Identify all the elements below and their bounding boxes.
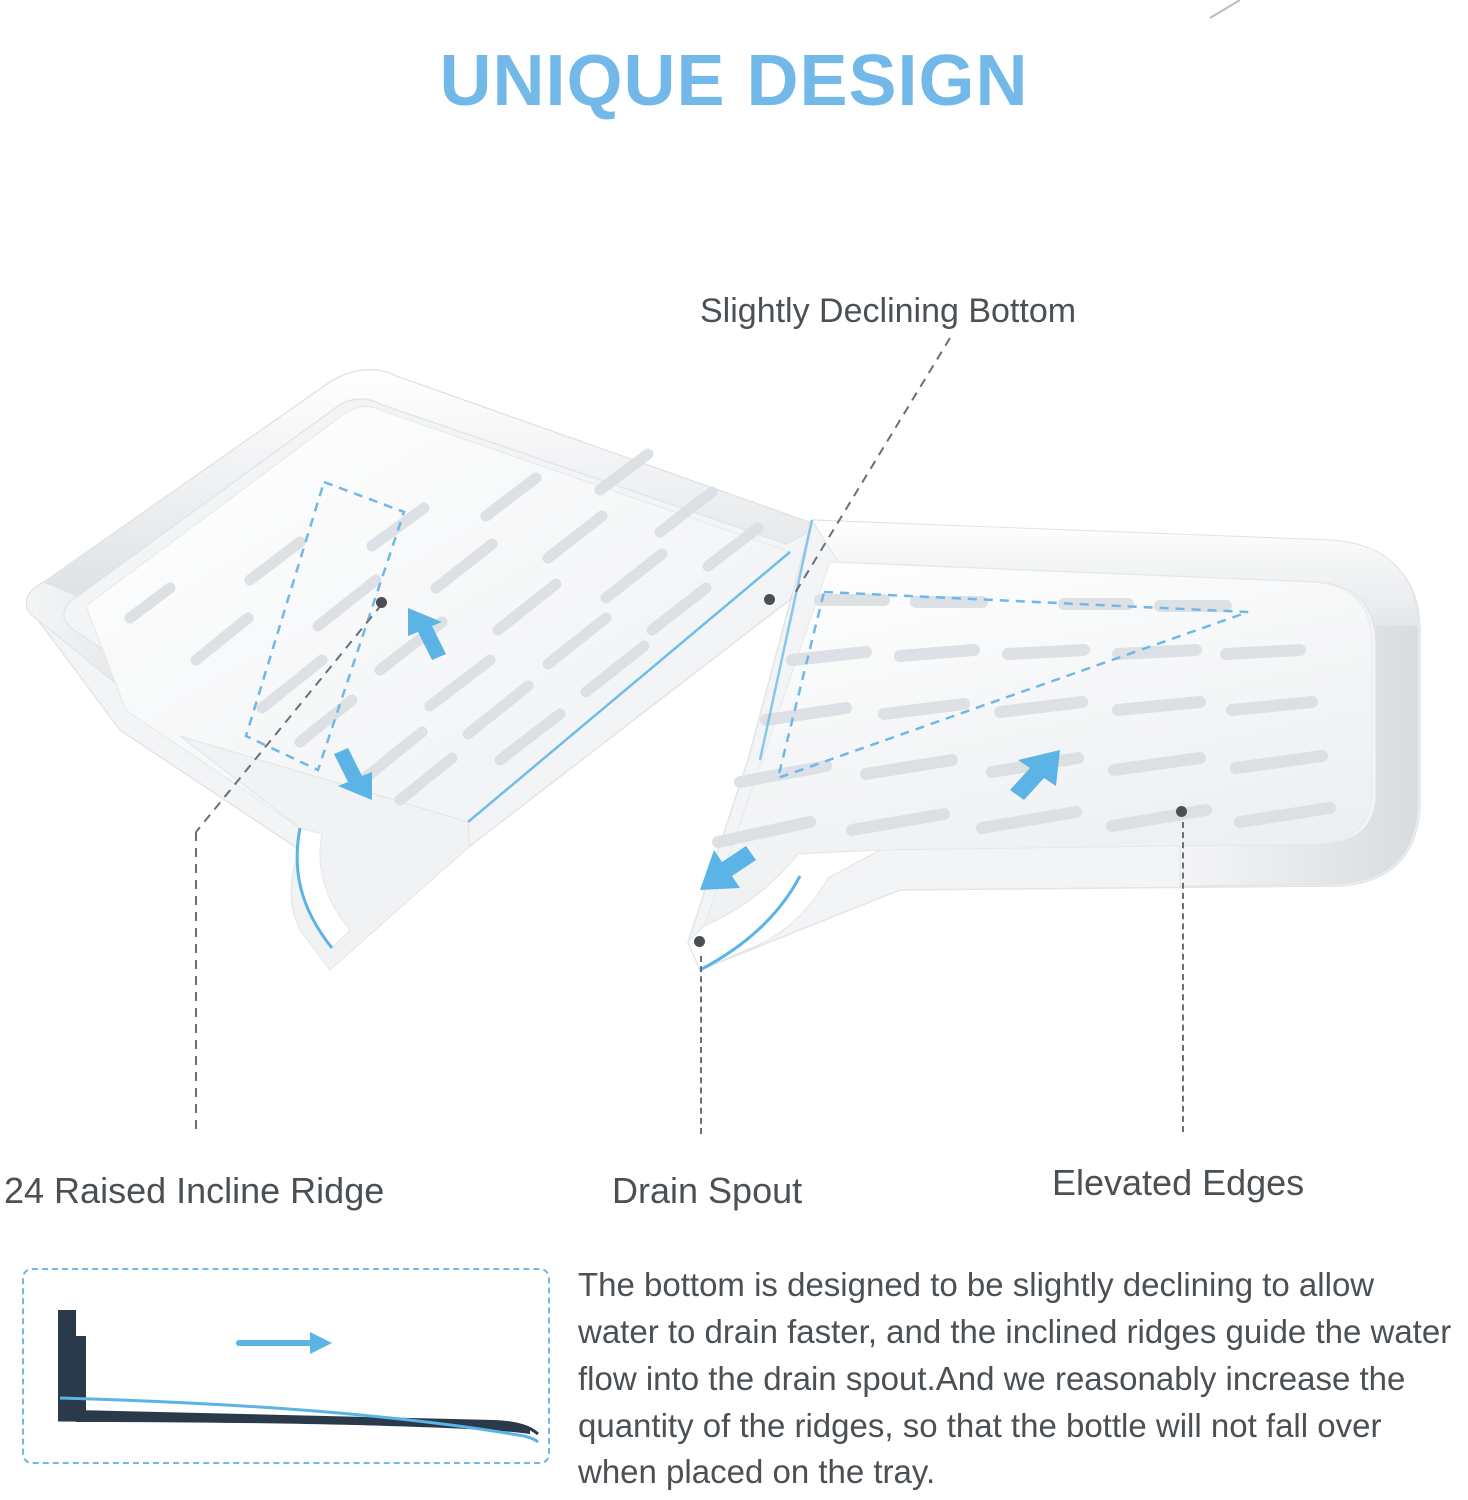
callout-drain-spout: Drain Spout	[612, 1170, 803, 1211]
tray-left	[27, 370, 820, 970]
incline-profile-inset	[22, 1268, 550, 1464]
leader-dot-raised-ridge	[376, 597, 387, 608]
leader-line-declining-bottom	[760, 330, 980, 620]
description-text: The bottom is designed to be slightly declining to allow water to drain faster, and the inclined ridges guide the water flow into the drain spout.And we reasonably increase the quantity of the ridges, so that the bottle will not fall over when placed on the tray.	[578, 1266, 1452, 1491]
callout-raised-incline-ridge: 24 Raised Incline Ridge	[4, 1170, 385, 1211]
leader-dot-declining-bottom	[764, 594, 775, 605]
page-title: UNIQUE DESIGN	[439, 41, 1029, 121]
corner-mark-icon	[1206, 0, 1246, 20]
leader-line-raised-ridge	[186, 596, 398, 1136]
callout-declining-bottom: Slightly Declining Bottom	[700, 292, 1077, 330]
leader-line-drain-spout	[700, 956, 702, 1134]
incline-profile-drawing	[24, 1270, 548, 1462]
flow-arrow-icon	[236, 1332, 332, 1354]
leader-dot-drain-spout	[694, 936, 705, 947]
callout-elevated-edges: Elevated Edges	[1052, 1162, 1305, 1203]
leader-dot-elevated-edges	[1176, 806, 1187, 817]
leader-line-elevated-edges	[1182, 822, 1184, 1132]
